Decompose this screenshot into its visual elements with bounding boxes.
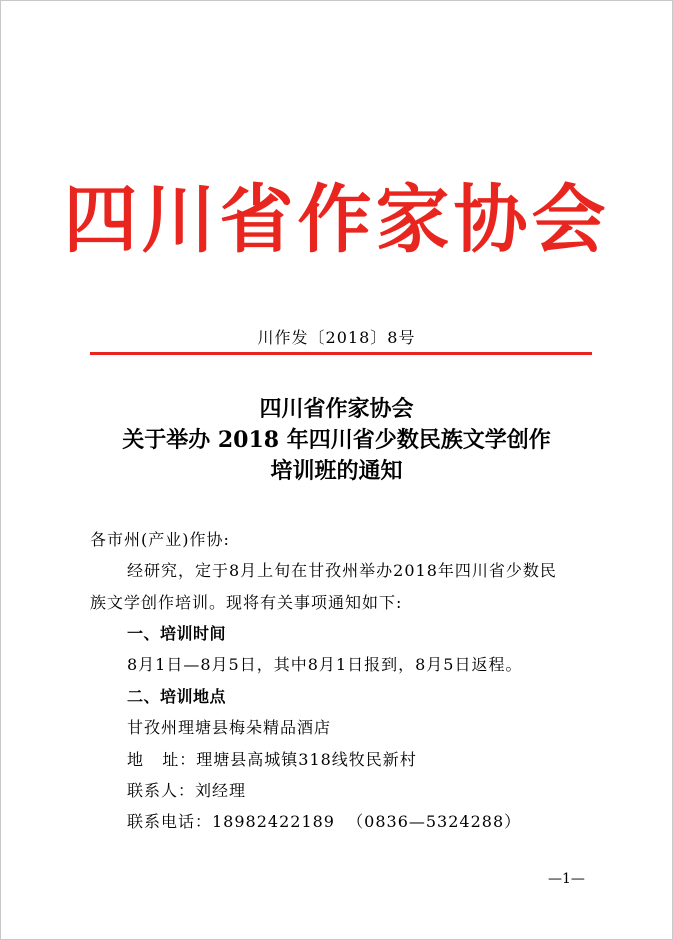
red-divider-line — [90, 352, 592, 355]
title-line-1: 四川省作家协会 — [259, 396, 414, 422]
title-line-3: 培训班的通知 — [270, 458, 403, 484]
salutation: 各市州(产业)作协: — [90, 530, 230, 549]
intro-line-1: 经研究，定于8月上旬在甘孜州举办2018年四川省少数民 — [127, 561, 557, 580]
section-heading-location: 二、培训地点 — [127, 687, 227, 706]
venue-name: 甘孜州理塘县梅朵精品酒店 — [127, 718, 332, 737]
document-number: 川作发〔2018〕8号 — [257, 328, 416, 347]
org-name-header: 四川省作家协会 — [63, 177, 610, 263]
training-time-text: 8月1日—8月5日，其中8月1日报到，8月5日返程。 — [127, 655, 523, 674]
document-title — [0, 394, 673, 487]
title-line-2: 关于举办 2018 年四川省少数民族文学创作 — [122, 427, 551, 453]
venue-address: 地 址：理塘县高城镇318线牧民新村 — [127, 750, 417, 769]
intro-line-2: 族文学创作培训。现将有关事项通知如下: — [90, 593, 403, 612]
contact-phone: 联系电话：18982422189 （0836—5324288） — [127, 812, 522, 831]
contact-person: 联系人：刘经理 — [127, 781, 247, 800]
section-heading-time: 一、培训时间 — [127, 624, 227, 643]
page-number: —1— — [548, 871, 585, 887]
